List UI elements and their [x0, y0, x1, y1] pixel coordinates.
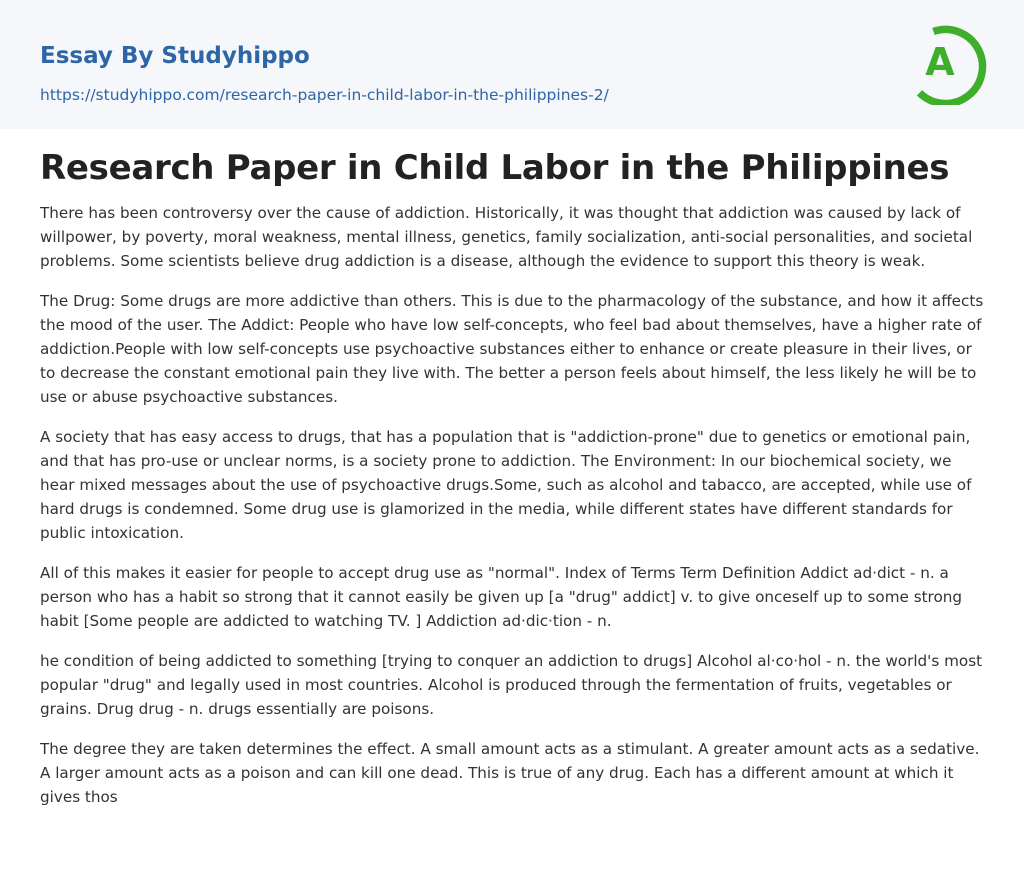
studyhippo-logo-icon[interactable] [912, 19, 988, 105]
article-paragraph: he condition of being addicted to something [trying to conquer an addiction to drugs] Alcohol al·co·hol - n. the world's most popular "drug" and legally used in most countries. Alcohol is produced through the fermentation of fruits, vegetables or grains. Drug drug - n. drugs essentially are poisons. [40, 652, 983, 718]
page-title: Research Paper in Child Labor in the Philippines [40, 148, 950, 188]
source-url-link[interactable]: https://studyhippo.com/research-paper-in-child-labor-in-the-philippines-2/ [40, 86, 609, 104]
article-paragraph: The Drug: Some drugs are more addictive than others. This is due to the pharmacology of the substance, and how it affects the mood of the user. The Addict: People who have low self-concepts, who feel bad about themselves, have a higher rate of addiction.People with low self-concepts use psychoactive substances either to enhance or create pleasure in their lives, or to decrease the constant emotional pain they live with. The better a person feels about himself, the less likely he will be to use or abuse psychoactive substances. [40, 292, 984, 406]
article [40, 140, 988, 825]
site-header [0, 0, 1024, 129]
site-brand[interactable]: Essay By Studyhippo [40, 43, 310, 69]
article-paragraph: A society that has easy access to drugs, that has a population that is "addiction-prone" due to genetics or emotional pain, and that has pro-use or unclear norms, is a society prone to addiction. The Environment: In our biochemical society, we hear mixed messages about the use of psychoactive drugs.Some, such as alcohol and tabacco, are accepted, while use of hard drugs is condemned. Some drug use is glamorized in the media, while different states have different standards for public intoxication. [40, 428, 972, 542]
article-paragraph: All of this makes it easier for people to accept drug use as "normal". Index of Terms Term Definition Addict ad·dict - n. a person who has a habit so strong that it cannot easily be given up [a "drug" addict] v. to give onceself up to some strong habit [Some people are addicted to watching TV. ] Addiction ad·dic·tion - n. [40, 564, 963, 630]
article-paragraph: There has been controversy over the cause of addiction. Historically, it was thought that addiction was caused by lack of willpower, by poverty, moral weakness, mental illness, genetics, family socialization, anti-social personalities, and societal problems. Some scientists believe drug addiction is a disease, although the evidence to support this theory is weak. [40, 204, 973, 270]
article-paragraph: The degree they are taken determines the effect. A small amount acts as a stimulant. A greater amount acts as a sedative. A larger amount acts as a poison and can kill one dead. This is true of any drug. Each has a different amount at which it gives thos [40, 740, 980, 806]
logo-letter: A [925, 40, 955, 84]
